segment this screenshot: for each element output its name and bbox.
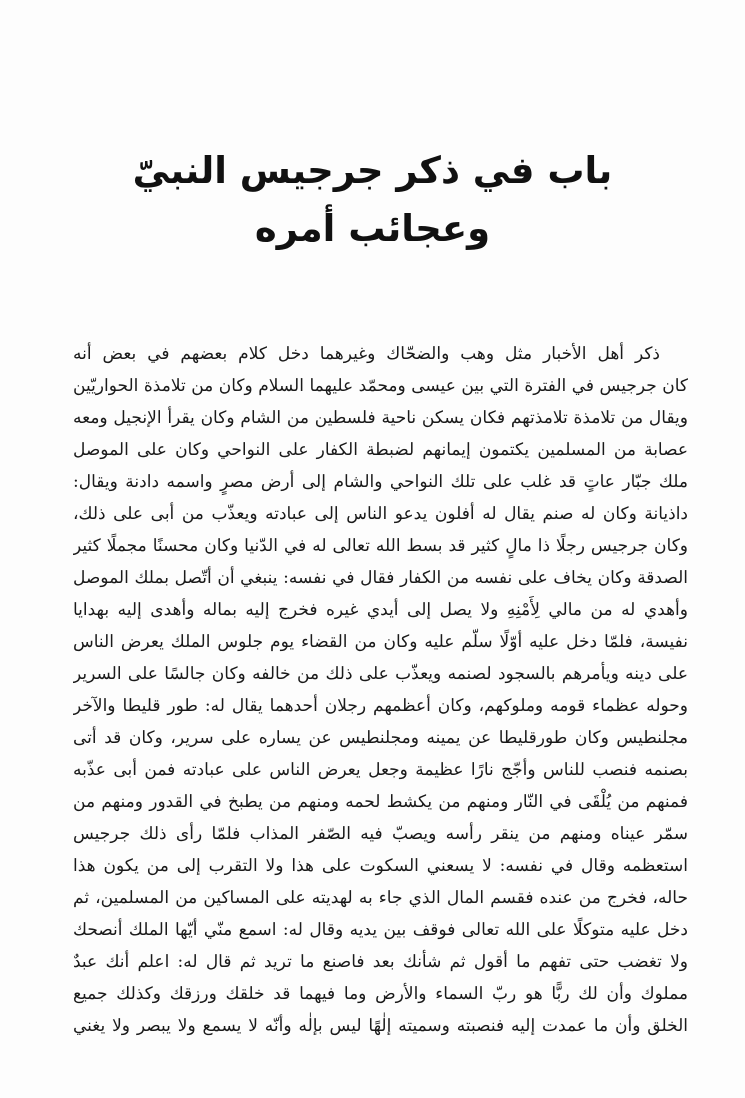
text-line: داذيانة وكان له صنم يقال له أفلون يدعو الناس إلى عبادته ويعذّب من أبى على ذلك، <box>73 504 688 524</box>
text-line: استعظمه وقال في نفسه: لا يسعني السكوت على هذا ولا التقرب إلى من يكون هذا <box>73 856 688 876</box>
text-line: على دينه ويأمرهم بالسجود لصنمه ويعذّب على ذلك من خالفه وكان جالسًا على السرير <box>73 664 688 684</box>
text-line: نفيسة، فلمّا دخل عليه أوّلًا سلّم عليه وكان من القضاء يوم جلوس الملك يعرض الناس <box>73 632 688 652</box>
chapter-title-line-2: وعجائب أمره <box>254 207 491 250</box>
text-line: دخل عليه متوكلًا على الله تعالى فوقف بين يديه وقال له: اسمع منّي أيّها الملك أنصحك <box>73 920 688 940</box>
text-line: ويقال من تلامذة تلامذتهم فكان يسكن ناحية فلسطين من الشام وكان يقرأ الإنجيل ومعه <box>73 408 688 428</box>
text-line: الخلق وأن ما عمدت إليه فنصبته وسميته إلٰهًا ليس بإلٰه وأنّه لا يسمع ولا يبصر ولا يغني <box>73 1016 688 1036</box>
text-line: وكان جرجيس رجلًا ذا مالٍ كثير قد بسط الله تعالى له في الدّنيا وكان محسنًا مجملًا كثير <box>73 536 688 556</box>
text-line: ذكر أهل الأخبار مثل وهب والضحّاك وغيرهما دخل كلام بعضهم في بعض أنه <box>73 344 660 364</box>
body-text <box>73 338 688 1042</box>
text-line: ولا تغضب حتى تفهم ما أقول ثم شأنك بعد فاصنع ما تريد ثم قال له: اعلم أنك عبدٌ <box>73 952 688 972</box>
text-line: الصدقة وكان يخاف على نفسه من الكفار فقال في نفسه: ينبغي أن أتّصل بملك الموصل <box>73 568 688 588</box>
text-line: ملك جبّار عاتٍ قد غلب على تلك النواحي والشام إلى أرض مصرٍ واسمه دادنة ويقال: <box>73 472 688 492</box>
text-line: كان جرجيس في الفترة التي بين عيسى ومحمّد عليهما السلام وكان من تلامذة الحواريّين <box>73 376 688 396</box>
text-line: وأهدي له من مالي لِأَمْنِهِ ولا يصل إلى أيدي غيره فخرج إليه بماله وأهدى إليه بهدايا <box>73 600 688 620</box>
text-line: وحوله عظماء قومه وملوكهم، وكان أعظمهم رجلان أحدهما يقال له: طور قليطا والآخر <box>73 696 688 716</box>
text-line: مملوك وأن لك ربًّا هو ربّ السماء والأرض وما فيهما قد خلقك ورزقك وكذلك جميع <box>73 984 688 1004</box>
text-line: عصابة من المسلمين يكتمون إيمانهم لضبطة الكفار على النواحي وكان على الموصل <box>73 440 688 460</box>
chapter-title <box>0 142 745 258</box>
text-line: حاله، فخرج من عنده فقسم المال الذي جاء به لهديته على المساكين من المسلمين، ثم <box>73 888 688 908</box>
chapter-title-line-1: باب في ذكر جرجيس النبيّ <box>132 149 613 192</box>
text-line: فمنهم من يُلْقَى في النّار ومنهم من يكشط لحمه ومنهم من يطبخ في القدور ومنهم من <box>73 792 688 812</box>
text-line: مجلنطيس وكان طورقليطا عن يمينه ومجلنطيس عن يساره على سرير، وكان قد أتى <box>73 728 688 748</box>
text-line: سمّر عيناه ومنهم من ينقر رأسه ويصبّ فيه الصّفر المذاب فلمّا رأى ذلك جرجيس <box>73 824 688 844</box>
text-line: بصنمه فنصب للناس وأجّج نارًا عظيمة وجعل يعرض الناس على عبادته فمن أبى عذّبه <box>73 760 688 780</box>
